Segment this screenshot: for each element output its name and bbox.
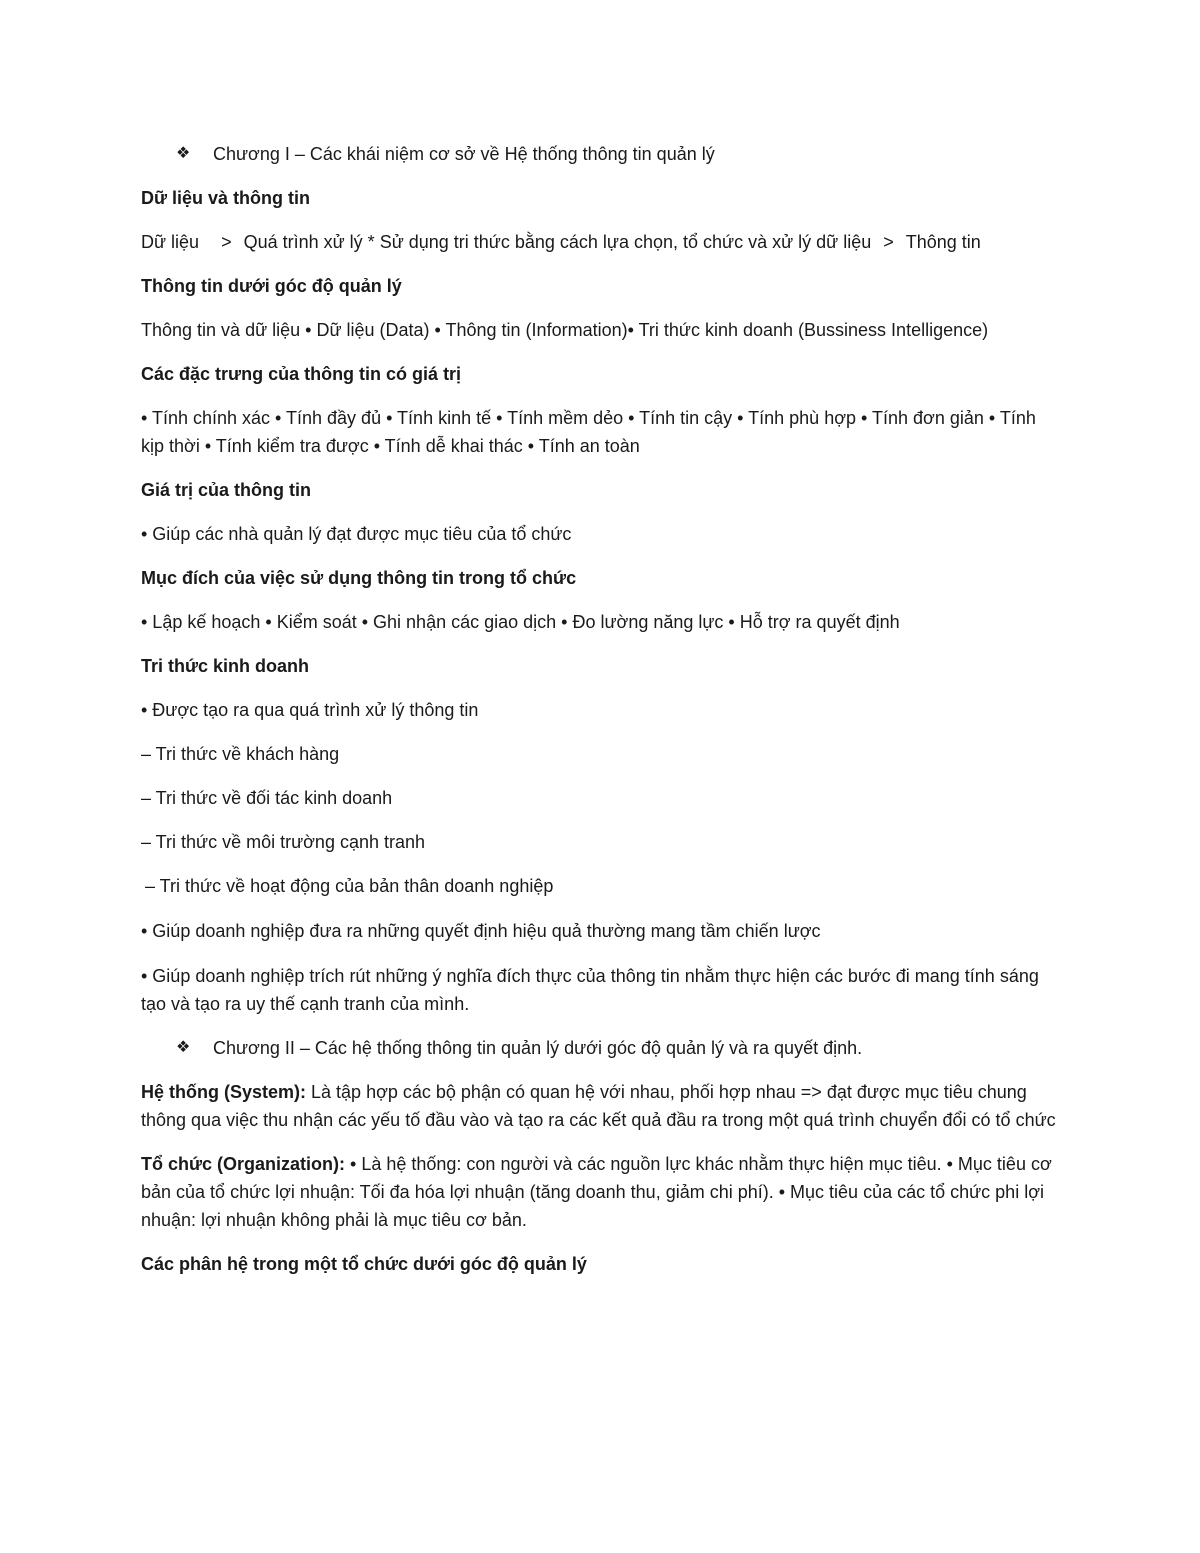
paragraph-organization-definition xyxy=(141,1150,1061,1234)
arrow-1: > xyxy=(221,232,232,252)
term-system: Hệ thống (System): xyxy=(141,1082,307,1102)
data-info-part-1: Dữ liệu xyxy=(141,232,200,252)
list-item: • Được tạo ra qua quá trình xử lý thông tin xyxy=(141,700,479,720)
chapter-1-text: Chương I – Các khái niệm cơ sở về Hệ thống thông tin quản lý xyxy=(213,144,715,164)
heading-data-info: Dữ liệu và thông tin xyxy=(141,188,311,208)
data-info-part-3: Thông tin xyxy=(905,232,981,252)
heading-subsystems: Các phân hệ trong một tổ chức dưới góc độ quản lý xyxy=(141,1254,587,1274)
list-item: – Tri thức về hoạt động của bản thân doanh nghiệp xyxy=(145,876,554,896)
list-item: – Tri thức về môi trường cạnh tranh xyxy=(141,832,426,852)
diamond-bullet-icon: ❖ xyxy=(176,145,191,162)
heading-info-purpose: Mục đích của việc sử dụng thông tin trong tổ chức xyxy=(141,568,577,588)
paragraph-data-to-info xyxy=(141,228,1061,256)
list-item: • Giúp doanh nghiệp đưa ra những quyết định hiệu quả thường mang tầm chiến lược xyxy=(141,921,821,941)
list-item: – Tri thức về đối tác kinh doanh xyxy=(141,788,393,808)
paragraph-info-value: • Giúp các nhà quản lý đạt được mục tiêu của tổ chức xyxy=(141,524,572,544)
diamond-bullet-icon: ❖ xyxy=(176,1039,191,1056)
system-definition-text: Là tập hợp các bộ phận có quan hệ với nhau, phối hợp nhau => đạt được mục tiêu chung thông qua việc thu nhận các yếu tố đầu vào và tạo ra các kết quả đầu ra trong một quá trình chuyển đổi có tổ chức xyxy=(141,1082,1056,1130)
list-item: • Giúp doanh nghiệp trích rút những ý nghĩa đích thực của thông tin nhằm thực hiện các bước đi mang tính sáng tạo và tạo ra uy thế cạnh tranh của mình. xyxy=(141,966,1039,1014)
heading-business-intelligence: Tri thức kinh doanh xyxy=(141,656,310,676)
document-body xyxy=(141,140,1061,1278)
paragraph-mgmt-info: Thông tin và dữ liệu • Dữ liệu (Data) • Thông tin (Information)• Tri thức kinh doanh (Bussiness Intelligence) xyxy=(141,320,989,340)
chapter-2-text: Chương II – Các hệ thống thông tin quản lý dưới góc độ quản lý và ra quyết định. xyxy=(213,1038,863,1058)
chapter-1-title xyxy=(141,140,1061,168)
paragraph-info-traits: • Tính chính xác • Tính đầy đủ • Tính kinh tế • Tính mềm dẻo • Tính tin cậy • Tính phù hợp • Tính đơn giản • Tính kịp thời • Tính kiểm tra được • Tính dễ khai thác • Tính an toàn xyxy=(141,408,1036,456)
term-organization: Tổ chức (Organization): xyxy=(141,1154,346,1174)
heading-info-value: Giá trị của thông tin xyxy=(141,480,311,500)
paragraph-system-definition xyxy=(141,1078,1061,1134)
heading-info-traits: Các đặc trưng của thông tin có giá trị xyxy=(141,364,462,384)
organization-definition-text: • Là hệ thống: con người và các nguồn lực khác nhằm thực hiện mục tiêu. • Mục tiêu cơ bản của tổ chức lợi nhuận: Tối đa hóa lợi nhuận (tăng doanh thu, giảm chi phí). • Mục tiêu của các tổ chức phi lợi nhuận: lợi nhuận không phải là mục tiêu cơ bản. xyxy=(141,1154,1052,1230)
arrow-2: > xyxy=(883,232,894,252)
list-item: – Tri thức về khách hàng xyxy=(141,744,340,764)
heading-mgmt-info: Thông tin dưới góc độ quản lý xyxy=(141,276,402,296)
paragraph-info-purpose: • Lập kế hoạch • Kiểm soát • Ghi nhận các giao dịch • Đo lường năng lực • Hỗ trợ ra quyết định xyxy=(141,612,900,632)
data-info-part-2: Quá trình xử lý * Sử dụng tri thức bằng cách lựa chọn, tổ chức và xử lý dữ liệu xyxy=(243,232,872,252)
chapter-2-title xyxy=(141,1034,1061,1062)
